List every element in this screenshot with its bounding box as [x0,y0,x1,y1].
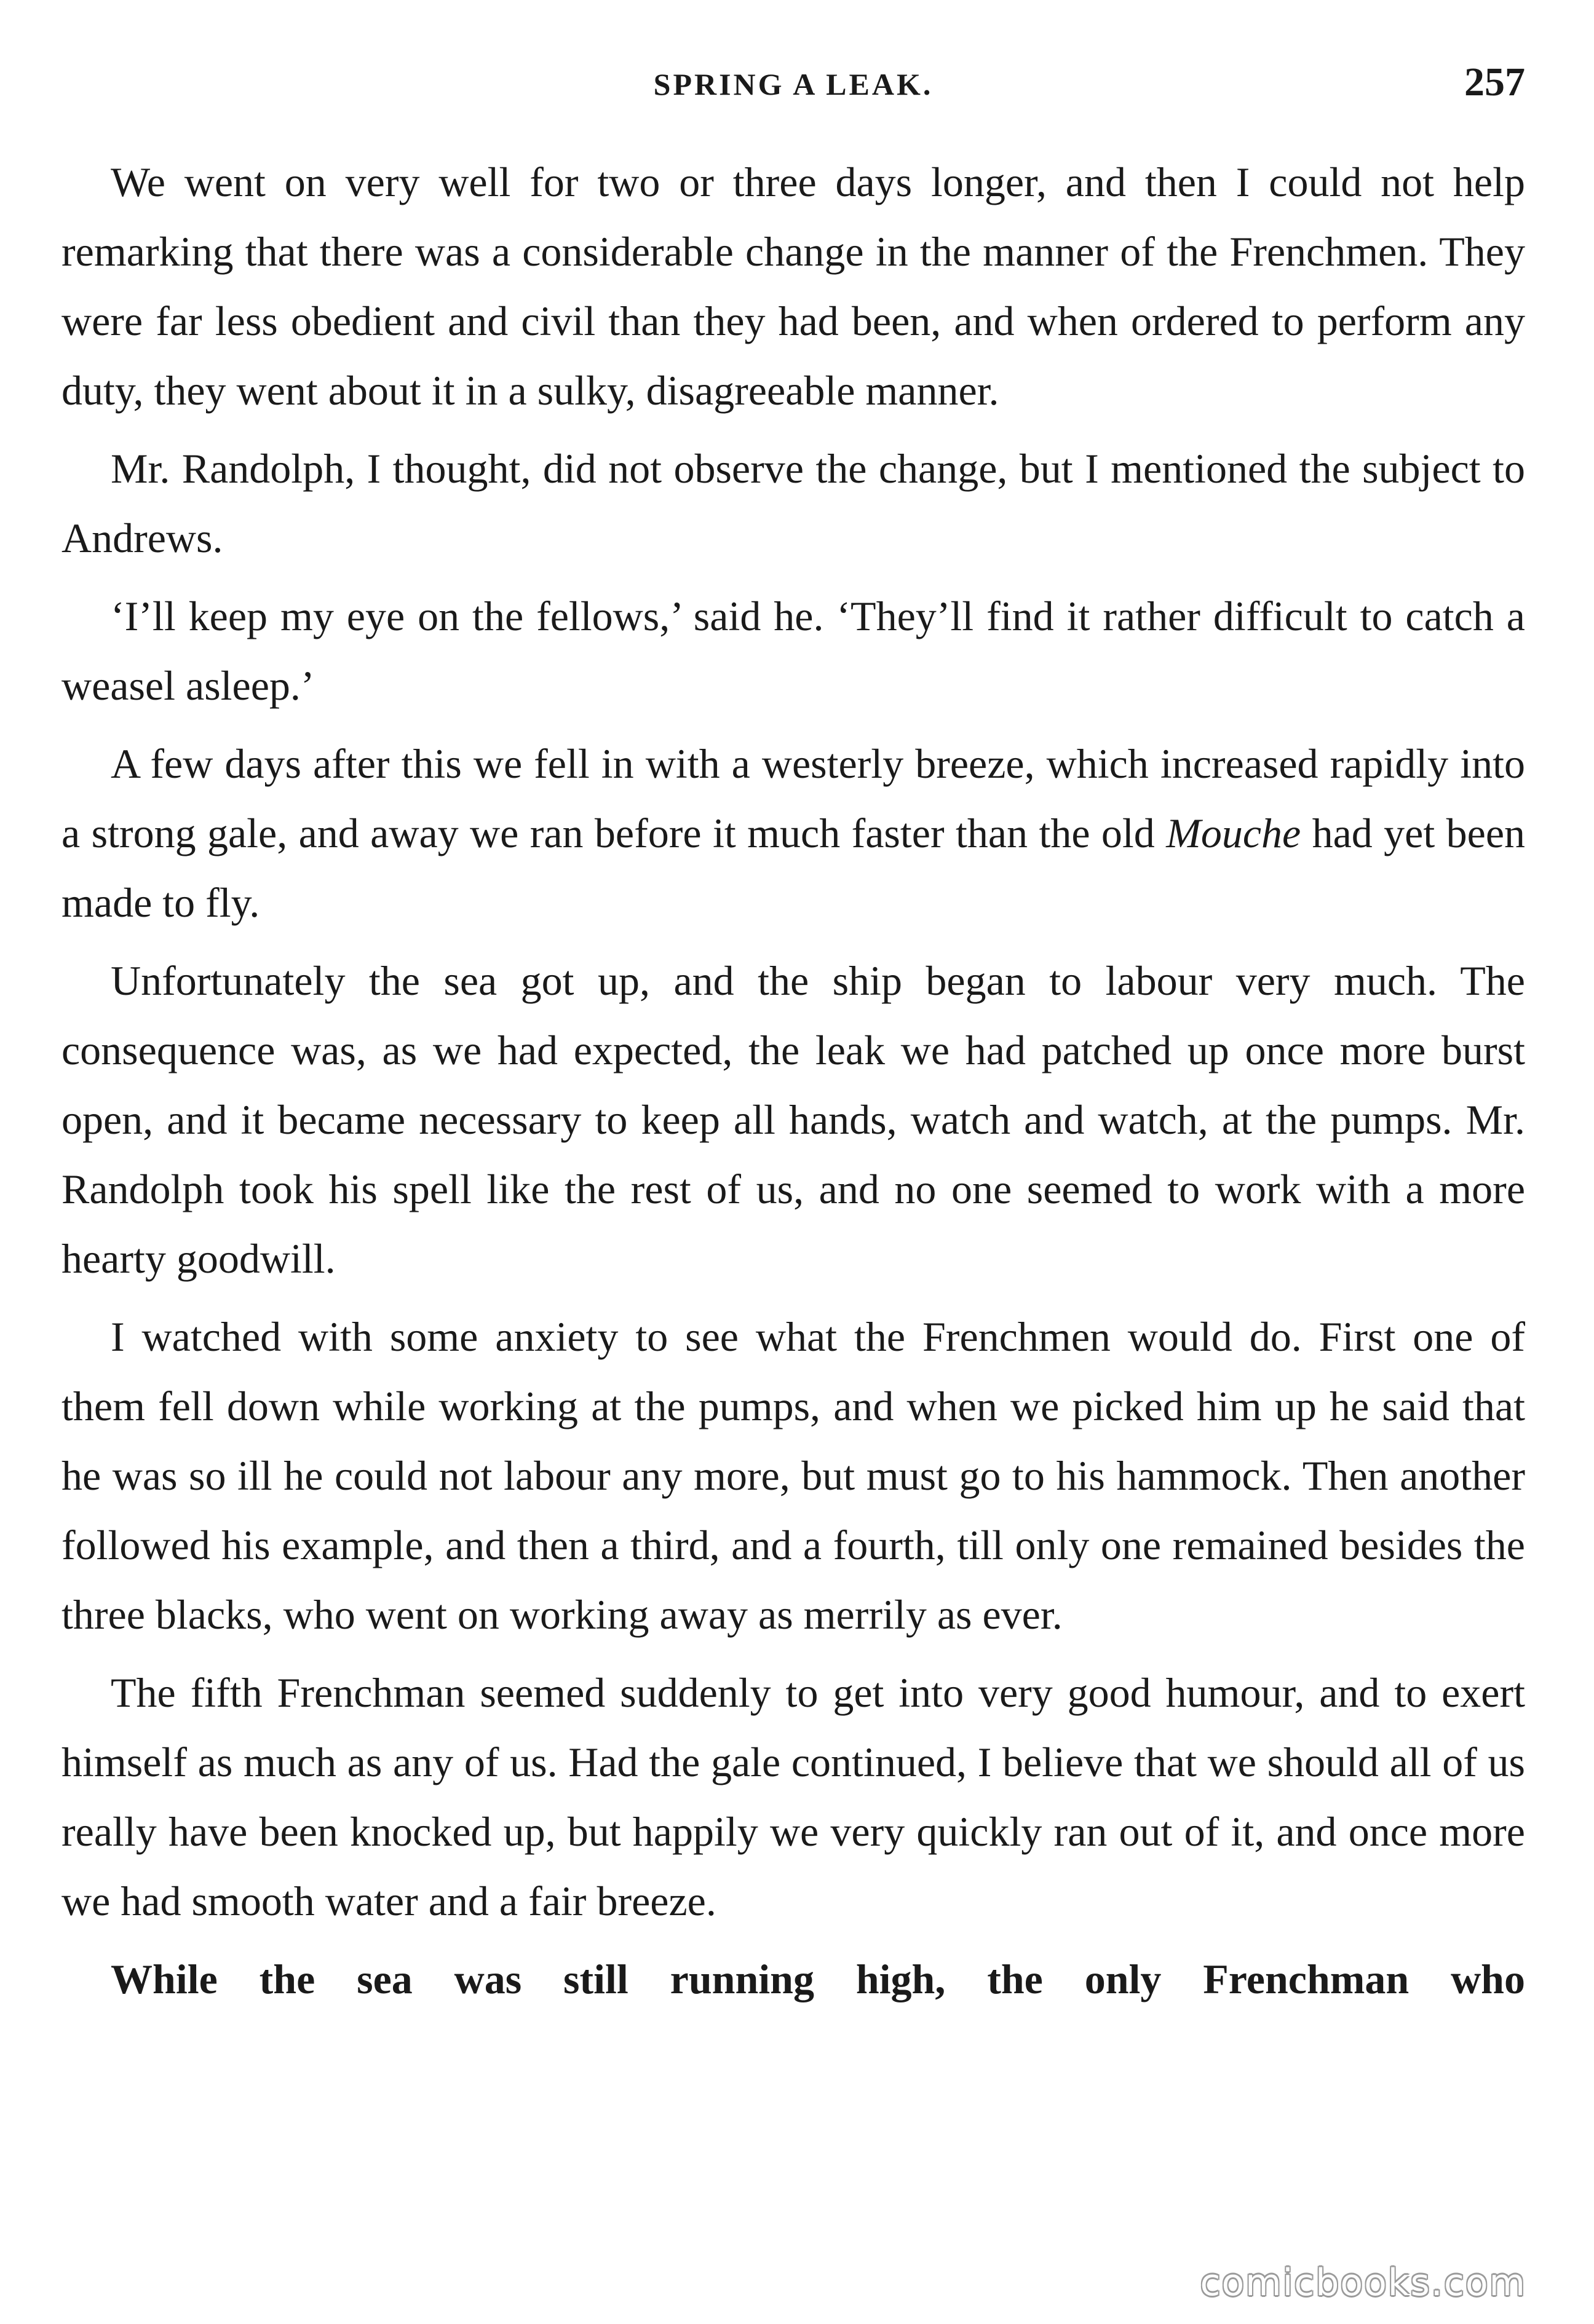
site-watermark: comicbooks.com [1200,2261,1526,2304]
running-header [61,60,1525,116]
paragraph-4-start: A few days after this we fell in with a westerly breeze, which increased rapidly into a strong gale, and away we ran before it much faster than the old [61,740,1525,856]
paragraph-7: The fifth Frenchman seemed suddenly to get into very good humour, and to exert himself as much as any of us. Had the gale continued, I believe that we should all of us really have been knocked up, but happily we very quickly ran out of it, and once more we had smooth water and a fair breeze. [61,1669,1525,1924]
running-title: SPRING A LEAK. [653,67,934,101]
paragraph-4 [61,729,1525,938]
paragraph-1: We went on very well for two or three days longer, and then I could not help remarking that there was a considerable change in the manner of the Frenchmen. They were far less obedient and civil than they had been, and when ordered to perform any duty, they went about it in a sulky, disagreeable manner. [61,159,1525,414]
paragraph-4-end: had yet been made to fly. [61,810,1526,926]
paragraph-2: Mr. Randolph, I thought, did not observe the change, but I mentioned the subject to Andrews. [61,445,1525,561]
paragraph-6: I watched with some anxiety to see what the Frenchmen would do. First one of them fell down while working at the pumps, and when we picked him up he said that he was so ill he could not labour any more, but must go to his hammock. Then another followed his example, and then a third, and a fourth, till only one remained besides the three blacks, who went on working away as merrily as ever. [61,1313,1525,1638]
paragraph-8: While the sea was still running high, the only Frenchman who [111,1956,1525,2002]
body-text [61,148,1525,2014]
page-number: 257 [1464,60,1525,105]
ship-name: Mouche [1166,810,1301,856]
paragraph-5: Unfortunately the sea got up, and the ship began to labour very much. The consequence was, as we had expected, the leak we had patched up once more burst open, and it became necessary to keep all hands, watch and watch, at the pumps. Mr. Randolph took his spell like the rest of us, and no one seemed to work with a more hearty goodwill. [61,957,1525,1282]
paragraph-3: ‘I’ll keep my eye on the fellows,’ said he. ‘They’ll find it rather difficult to catch a weasel asleep.’ [61,593,1525,709]
